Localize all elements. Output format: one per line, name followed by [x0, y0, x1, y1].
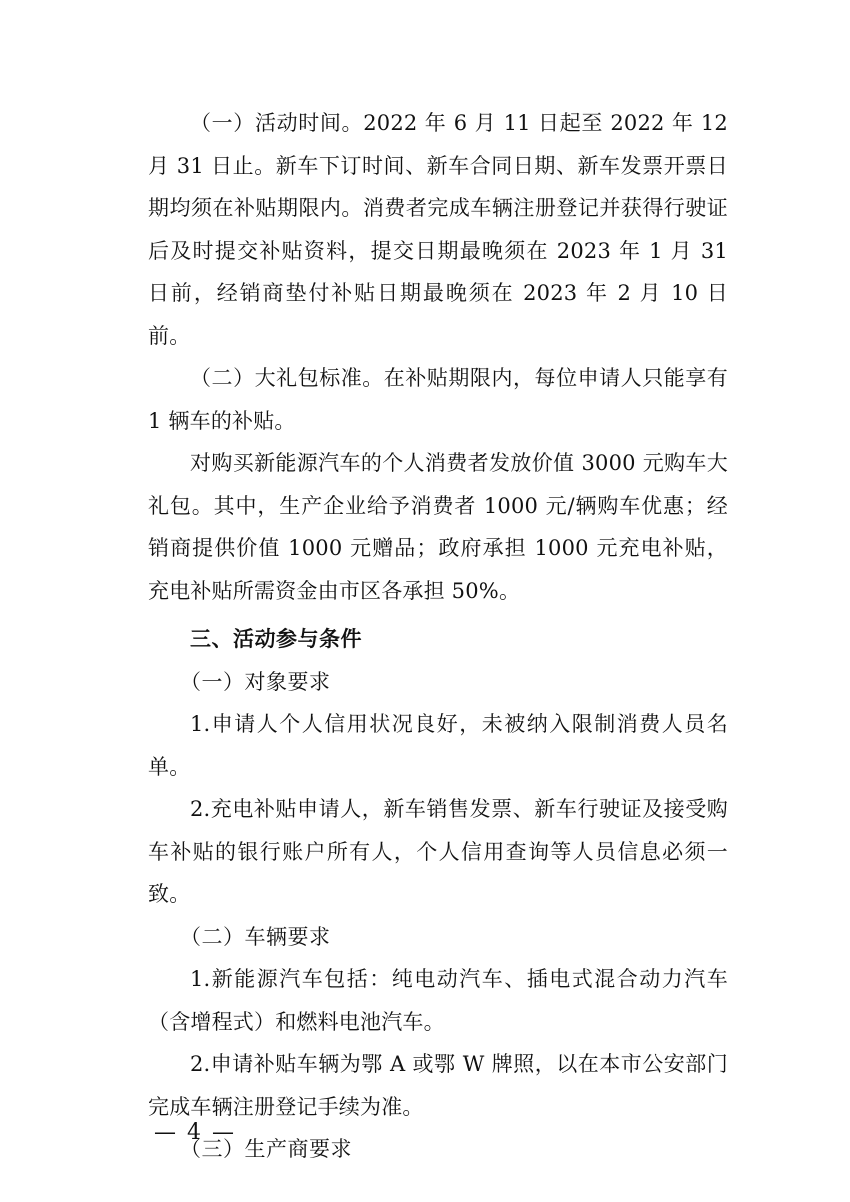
subsection-manufacturer-requirements: （三）生产商要求 — [180, 1137, 352, 1161]
gift-package-detail-paragraph: 对购买新能源汽车的个人消费者发放价值 3000 元购车大礼包。其中，生产企业给予消费者 1000 元/辆购车优惠；经销商提供价值 1000 元赠品；政府承担 1000 元充电补贴，充电补贴所需资金由市区各承担 50%。 — [148, 451, 728, 603]
vehicle-requirement-item-2: 2.申请补贴车辆为鄂 A 或鄂 W 牌照，以在本市公安部门完成车辆注册登记手续为准。 — [148, 1052, 728, 1119]
section-three-heading: 三、活动参与条件 — [190, 627, 362, 651]
document-body — [148, 102, 728, 1171]
object-requirement-item-2: 2.充电补贴申请人，新车销售发票、新车行驶证及接受购车补贴的银行账户所有人，个人信用查询等人员信息必须一致。 — [148, 797, 728, 906]
gift-package-standard-paragraph: （二）大礼包标准。在补贴期限内，每位申请人只能享有 1 辆车的补贴。 — [148, 366, 728, 433]
activity-time-paragraph: （一）活动时间。2022 年 6 月 11 日起至 2022 年 12 月 31 日止。新车下订时间、新车合同日期、新车发票开票日期均须在补贴期限内。消费者完成车辆注册登记并获得行驶证后及时提交补贴资料，提交日期最晚须在 2023 年 1 月 31 日前，经销商垫付补贴日期最晚须在 2023 年 2 月 10 日前。 — [148, 111, 728, 348]
page-number: — 4 — — [154, 1120, 236, 1145]
vehicle-requirement-item-1: 1.新能源汽车包括：纯电动汽车、插电式混合动力汽车（含增程式）和燃料电池汽车。 — [148, 967, 728, 1034]
subsection-object-requirements: （一）对象要求 — [180, 669, 331, 694]
subsection-vehicle-requirements: （二）车辆要求 — [180, 924, 331, 949]
object-requirement-item-1: 1.申请人个人信用状况良好，未被纳入限制消费人员名单。 — [148, 712, 728, 779]
